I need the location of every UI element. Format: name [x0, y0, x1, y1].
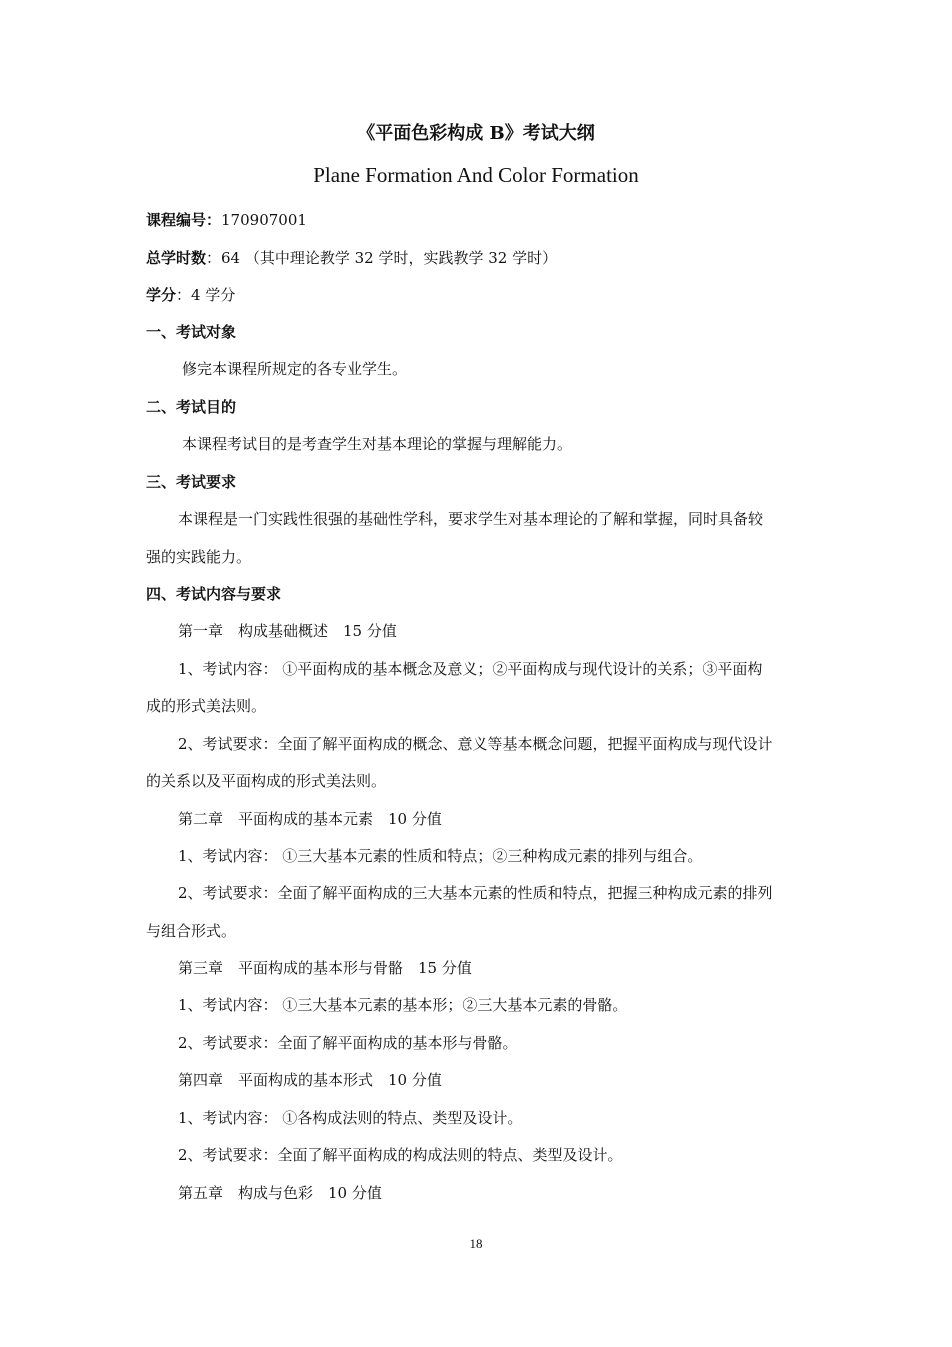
chapter-3-title: 第三章 平面构成的基本形与骨骼 15 分值: [178, 959, 472, 977]
credit-line: [146, 285, 836, 305]
hours-value: ：64 （其中理论教学 32 学时，实践教学 32 学时）: [206, 249, 558, 267]
credit-value: ：4 学分: [176, 286, 236, 304]
hours-label: 总学时数: [146, 249, 207, 267]
chapter-4-content: 1、考试内容： ①各构成法则的特点、类型及设计。: [178, 1109, 523, 1127]
section-heading-purpose: 二、考试目的: [146, 398, 237, 416]
section-text-purpose: 本课程考试目的是考查学生对基本理论的掌握与理解能力。: [182, 435, 573, 453]
chapter-2-requirement-1: 2、考试要求：全面了解平面构成的三大基本元素的性质和特点，把握三种构成元素的排列: [178, 884, 773, 902]
chapter-2-content: 1、考试内容： ①三大基本元素的性质和特点；②三种构成元素的排列与组合。: [178, 847, 703, 865]
chapter-4-requirement: 2、考试要求：全面了解平面构成的构成法则的特点、类型及设计。: [178, 1146, 623, 1164]
section-heading-target: 一、考试对象: [146, 323, 237, 341]
chapter-1-requirement-2: 的关系以及平面构成的形式美法则。: [146, 772, 387, 790]
section-heading-content: 四、考试内容与要求: [146, 585, 282, 603]
section-text-target: 修完本课程所规定的各专业学生。: [182, 360, 408, 378]
course-code-label: 课程编号：: [146, 211, 222, 229]
document-subtitle: Plane Formation And Color Formation: [313, 163, 639, 187]
chapter-2-requirement-2: 与组合形式。: [146, 922, 237, 940]
course-code-line: [146, 210, 836, 230]
section-heading-requirements: 三、考试要求: [146, 473, 237, 491]
chapter-3-requirement: 2、考试要求：全面了解平面构成的基本形与骨骼。: [178, 1034, 518, 1052]
chapter-1-content-1: 1、考试内容： ①平面构成的基本概念及意义；②平面构成与现代设计的关系；③平面构: [178, 660, 763, 678]
chapter-4-title: 第四章 平面构成的基本形式 10 分值: [178, 1071, 442, 1089]
page-number: 18: [469, 1236, 483, 1251]
chapter-1-content-2: 成的形式美法则。: [146, 697, 267, 715]
section-text-requirements-2: 强的实践能力。: [146, 548, 252, 566]
section-text-requirements-1: 本课程是一门实践性很强的基础性学科，要求学生对基本理论的了解和掌握，同时具备较: [178, 510, 764, 528]
hours-line: [146, 248, 836, 268]
credit-label: 学分: [146, 286, 177, 304]
chapter-2-title: 第二章 平面构成的基本元素 10 分值: [178, 810, 442, 828]
course-code-value: 170907001: [221, 211, 307, 229]
chapter-1-requirement-1: 2、考试要求：全面了解平面构成的概念、意义等基本概念问题，把握平面构成与现代设计: [178, 735, 773, 753]
chapter-1-title: 第一章 构成基础概述 15 分值: [178, 622, 397, 640]
document-title: 《平面色彩构成 B》考试大纲: [357, 123, 595, 144]
chapter-3-content: 1、考试内容： ①三大基本元素的基本形；②三大基本元素的骨骼。: [178, 996, 628, 1014]
chapter-5-title: 第五章 构成与色彩 10 分值: [178, 1184, 382, 1202]
